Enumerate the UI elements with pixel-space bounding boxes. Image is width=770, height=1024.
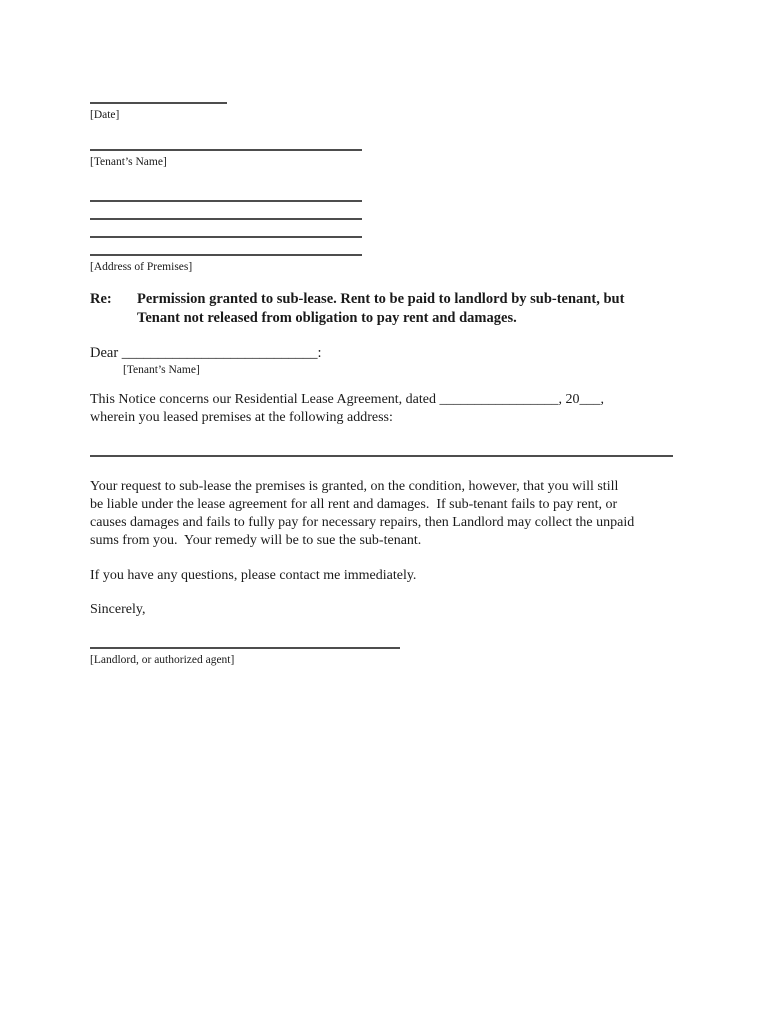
address-blank-line [90,200,362,202]
address-blank-line [90,254,362,256]
body-line-3: causes damages and fails to fully pay for necessary repairs, then Landlord may collect the unpaid [90,515,635,530]
signature-label: [Landlord, or authorized agent] [90,654,235,666]
premises-address-blank-line [90,455,673,457]
address-of-premises-label: [Address of Premises] [90,261,193,273]
body-paragraph [90,478,680,550]
salutation: Dear ___________________________: [90,345,322,361]
re-subject-text [137,290,624,328]
re-subject-line-1: Permission granted to sub-lease. Rent to be paid to landlord by sub-tenant, but [137,291,625,307]
body-line-2: be liable under the lease agreement for all rent and damages. If sub-tenant fails to pay rent, or [90,497,618,512]
notice-line-1: This Notice concerns our Residential Lease Agreement, dated _________________, 20___, [90,392,604,407]
date-label: [Date] [90,109,120,121]
tenant-name-label: [Tenant’s Name] [90,156,167,168]
body-line-1: Your request to sub-lease the premises is granted, on the condition, however, that you will still [90,479,619,494]
salutation-sub-label: [Tenant’s Name] [123,364,200,376]
re-subject-block [90,290,680,328]
address-blank-line [90,218,362,220]
questions-text: If you have any questions, please contact me immediately. [90,568,417,583]
re-prefix: Re: [90,291,112,307]
date-blank-line [90,102,227,104]
closing-text: Sincerely, [90,602,146,617]
notice-line-2: wherein you leased premises at the following address: [90,410,393,425]
body-line-4: sums from you. Your remedy will be to sue the sub-tenant. [90,533,422,548]
signature-blank-line [90,647,400,649]
notice-paragraph [90,391,680,427]
tenant-name-blank-line [90,149,362,151]
re-subject-line-2: Tenant not released from obligation to pay rent and damages. [137,310,517,326]
address-blank-line [90,236,362,238]
